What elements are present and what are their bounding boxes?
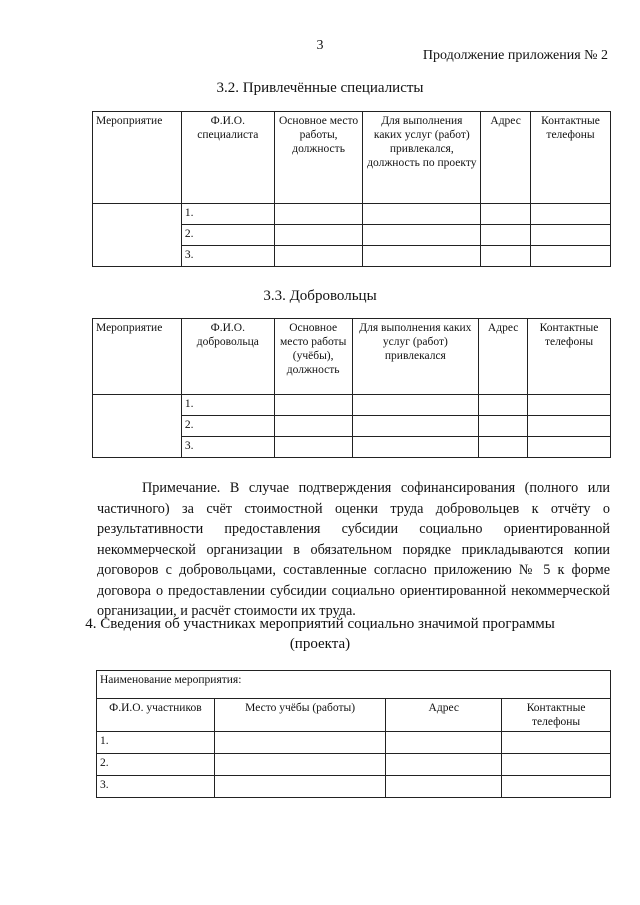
cell: [502, 732, 611, 754]
header-cell: Контактные телефоны: [528, 319, 611, 395]
row-number: 2.: [97, 754, 215, 776]
event-cell: [93, 204, 182, 267]
row-number: 3.: [97, 776, 215, 798]
header-cell: Для выполнения каких услуг (работ) привлекался: [352, 319, 479, 395]
cell: [363, 225, 481, 246]
header-cell: Ф.И.О. участников: [97, 699, 215, 732]
header-cell: Ф.И.О. специалиста: [181, 112, 274, 204]
row-number: 2.: [181, 225, 274, 246]
cell: [502, 754, 611, 776]
cell: [386, 754, 502, 776]
row-number: 1.: [181, 204, 274, 225]
cell: [214, 776, 386, 798]
cell: [214, 732, 386, 754]
table-row: [97, 671, 611, 699]
cell: [352, 437, 479, 458]
table-header-row: [97, 699, 611, 732]
header-cell: Контактные телефоны: [502, 699, 611, 732]
cell: [502, 776, 611, 798]
table-row: [97, 754, 611, 776]
cell: [481, 246, 531, 267]
cell: [531, 204, 611, 225]
cell: [528, 395, 611, 416]
header-cell: Ф.И.О. добровольца: [181, 319, 274, 395]
cell: [352, 416, 479, 437]
cell: [531, 246, 611, 267]
cell: [274, 204, 363, 225]
volunteers-table: [92, 318, 611, 458]
header-cell: Мероприятие: [93, 112, 182, 204]
header-cell: Мероприятие: [93, 319, 182, 395]
cell: [531, 225, 611, 246]
row-number: 3.: [181, 437, 274, 458]
section-4-title: 4. Сведения об участниках мероприятий социально значимой программы: [85, 616, 555, 632]
table-header-row: [93, 112, 611, 204]
continuation-label: Продолжение приложения № 2: [422, 48, 608, 63]
table-row: [93, 395, 611, 416]
row-number: 3.: [181, 246, 274, 267]
table-row: [93, 204, 611, 225]
row-number: 1.: [97, 732, 215, 754]
page-number: 3: [316, 38, 324, 53]
row-number: 1.: [181, 395, 274, 416]
cell: [214, 754, 386, 776]
header-cell: Адрес: [386, 699, 502, 732]
cell: [363, 204, 481, 225]
cell: [274, 246, 363, 267]
event-name-cell: Наименование мероприятия:: [97, 671, 611, 699]
cell: [352, 395, 479, 416]
participants-table: [96, 670, 611, 798]
cell: [386, 732, 502, 754]
cell: [363, 246, 481, 267]
cell: [481, 225, 531, 246]
cell: [479, 437, 528, 458]
cell: [481, 204, 531, 225]
cell: [528, 437, 611, 458]
section-4-title-cont: (проекта): [289, 636, 351, 652]
row-number: 2.: [181, 416, 274, 437]
note-paragraph: Примечание. В случае подтверждения софинансирования (полного или частичного) за счёт стоимостной оценки труда добровольцев к отчёту о результативности предоставления субсидии социально ориентированной некоммерческой организации в обязательном порядке прикладываются копии договоров с добровольцами, составленные согласно приложению № 5 к форме договора о предоставлении субсидии социально ориентированной некоммерческой организации, и расчёт стоимости их труда.: [97, 480, 610, 619]
cell: [274, 437, 352, 458]
table-row: [97, 776, 611, 798]
specialists-table: [92, 111, 611, 267]
section-3-2-title: 3.2. Привлечённые специалисты: [216, 80, 424, 96]
header-cell: Основное место работы, должность: [274, 112, 363, 204]
cell: [274, 225, 363, 246]
header-cell: Адрес: [481, 112, 531, 204]
table-header-row: [93, 319, 611, 395]
cell: [386, 776, 502, 798]
cell: [479, 416, 528, 437]
header-cell: Контактные телефоны: [531, 112, 611, 204]
event-cell: [93, 395, 182, 458]
header-cell: Место учёбы (работы): [214, 699, 386, 732]
cell: [274, 416, 352, 437]
header-cell: Основное место работы (учёбы), должность: [274, 319, 352, 395]
header-cell: Адрес: [479, 319, 528, 395]
table-row: [97, 732, 611, 754]
cell: [479, 395, 528, 416]
cell: [528, 416, 611, 437]
section-3-3-title: 3.3. Добровольцы: [263, 288, 377, 304]
cell: [274, 395, 352, 416]
header-cell: Для выполнения каких услуг (работ) привлекался, должность по проекту: [363, 112, 481, 204]
